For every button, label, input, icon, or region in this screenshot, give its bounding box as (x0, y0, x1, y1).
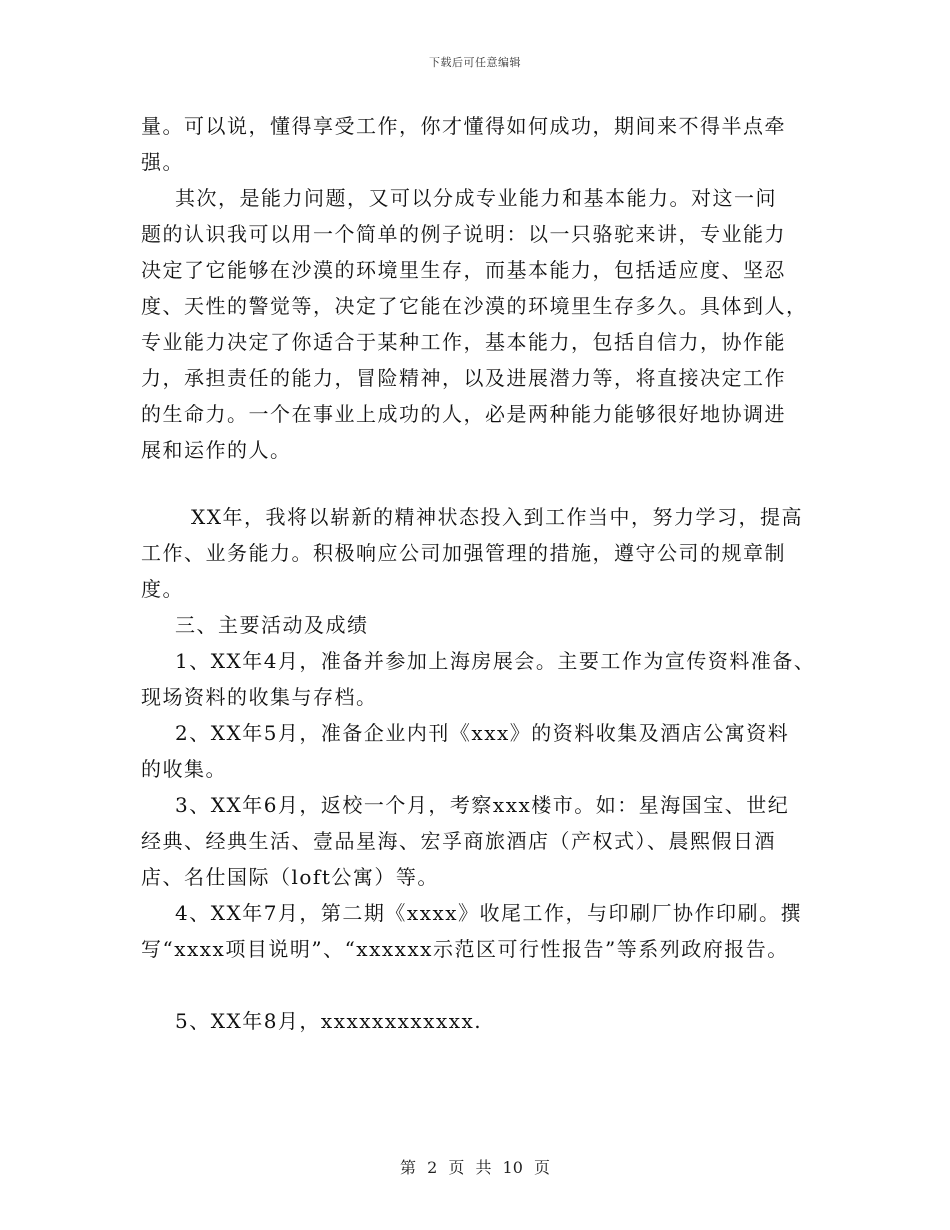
text-line: XX年，我将以崭新的精神状态投入到工作当中，努力学习，提高 (191, 505, 803, 529)
list-item (141, 715, 809, 787)
text-line: 4、XX年7月，第二期《xxxx》收尾工作，与印刷厂协作印刷。撰 (175, 901, 803, 925)
document-body (141, 108, 816, 1039)
text-line: 度、天性的警觉等，决定了它能在沙漠的环境里生存多久。具体到人， (141, 294, 808, 318)
paragraph-plan (141, 499, 809, 607)
text-line: 题的认识我可以用一个简单的例子说明：以一只骆驼来讲，专业能力 (141, 222, 786, 246)
text-line: 决定了它能够在沙漠的环境里生存，而基本能力，包括适应度、坚忍 (141, 258, 786, 282)
text-line: 展和运作的人。 (141, 438, 292, 462)
text-line: 的生命力。一个在事业上成功的人，必是两种能力能够很好地协调进 (141, 402, 786, 426)
paragraph-ability (141, 180, 809, 468)
text-line: 现场资料的收集与存档。 (141, 685, 378, 709)
text-line: 写“xxxx项目说明”、“xxxxxx示范区可行性报告”等系列政府报告。 (141, 937, 789, 961)
list-item (141, 643, 816, 715)
section-heading: 三、主要活动及成绩 (175, 613, 369, 637)
text-line: 经典、经典生活、壹品星海、宏孚商旅酒店（产权式）、晨熙假日酒 (141, 829, 776, 853)
paragraph-continuation (141, 108, 809, 180)
text-line: 量。可以说，懂得享受工作，你才懂得如何成功，期间来不得半点牵 (141, 114, 786, 138)
text-line: 3、XX年6月，返校一个月，考察xxx楼市。如：星海国宝、世纪 (175, 793, 790, 817)
text-line: 度。 (141, 577, 184, 601)
text-line: 的收集。 (141, 757, 227, 781)
text-line: 其次，是能力问题，又可以分成专业能力和基本能力。对这一问 (175, 186, 777, 210)
paragraph-spacer (141, 468, 809, 499)
page-header: 下载后可任意编辑 (429, 56, 521, 69)
text-line: 工作、业务能力。积极响应公司加强管理的措施，遵守公司的规章制 (141, 541, 786, 565)
paragraph-spacer (141, 967, 809, 1003)
page-number-footer: 第 2 页 共 10 页 (400, 1158, 550, 1177)
text-line: 店、名仕国际（loft公寓）等。 (141, 865, 439, 889)
list-item (141, 895, 809, 967)
list-item (141, 787, 809, 895)
text-line: 专业能力决定了你适合于某种工作，基本能力，包括自信力，协作能 (141, 330, 786, 354)
list-item (141, 1003, 809, 1039)
text-line: 5、XX年8月，xxxxxxxxxxxx. (175, 1009, 483, 1033)
text-line: 力，承担责任的能力，冒险精神，以及进展潜力等，将直接决定工作 (141, 366, 786, 390)
text-line: 2、XX年5月，准备企业内刊《xxx》的资料收集及酒店公寓资料 (175, 721, 790, 745)
text-line: 1、XX年4月，准备并参加上海房展会。主要工作为宣传资料准备、 (175, 649, 816, 673)
text-line: 强。 (141, 150, 184, 174)
